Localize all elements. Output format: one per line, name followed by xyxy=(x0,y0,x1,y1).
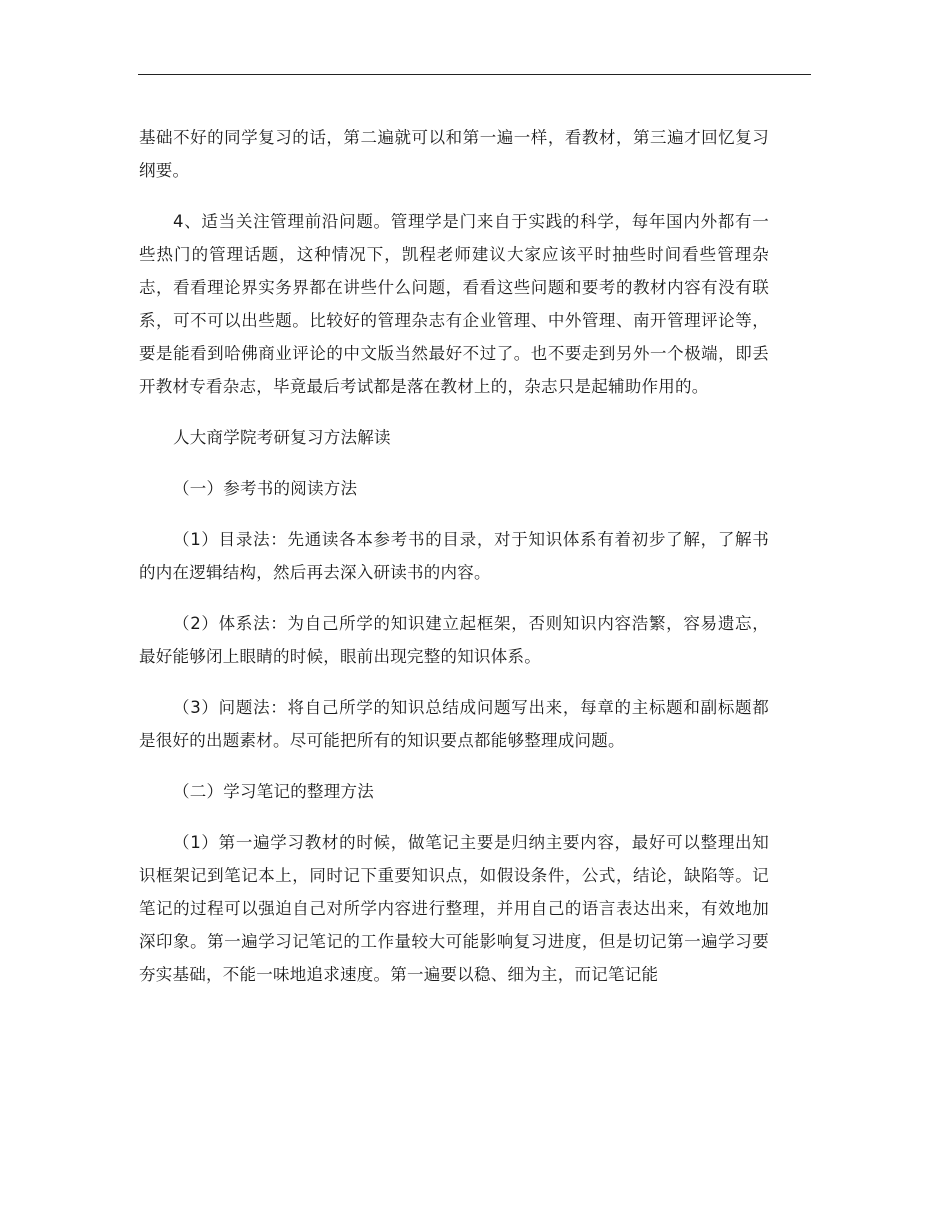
paragraph-point-4: 4、适当关注管理前沿问题。管理学是门来自于实践的科学，每年国内外都有一些热门的管理话题，这种情况下，凯程老师建议大家应该平时抽些时间看些管理杂志，看看理论界实务界都在讲些什么问题，看看这些问题和要考的教材内容有没有联系，可不可以出些题。比较好的管理杂志有企业管理、中外管理、南开管理评论等，要是能看到哈佛商业评论的中文版当然最好不过了。也不要走到另外一个极端，即丢开教材专看杂志，毕竟最后考试都是落在教材上的，杂志只是起辅助作用的。 xyxy=(139,212,769,396)
paragraph-continuation: 基础不好的同学复习的话，第二遍就可以和第一遍一样，看教材，第三遍才回忆复习纲要。 xyxy=(139,128,769,180)
section-heading: 人大商学院考研复习方法解读 xyxy=(173,428,391,447)
paragraph-method-3: （3）问题法：将自己所学的知识总结成问题写出来，每章的主标题和副标题都是很好的出题素材。尽可能把所有的知识要点都能够整理成问题。 xyxy=(139,698,769,750)
subsection-heading-2: （二）学习笔记的整理方法 xyxy=(173,782,374,801)
paragraph-method-2: （2）体系法：为自己所学的知识建立起框架，否则知识内容浩繁，容易遗忘，最好能够闭上眼睛的时候，眼前出现完整的知识体系。 xyxy=(139,614,769,666)
subsection-heading-1: （一）参考书的阅读方法 xyxy=(173,479,358,498)
document-body xyxy=(139,121,769,991)
paragraph-method-1: （1）目录法：先通读各本参考书的目录，对于知识体系有着初步了解，了解书的内在逻辑结构，然后再去深入研读书的内容。 xyxy=(139,530,769,582)
header-rule xyxy=(138,74,811,75)
paragraph-notes-1: （1）第一遍学习教材的时候，做笔记主要是归纳主要内容，最好可以整理出知识框架记到笔记本上，同时记下重要知识点，如假设条件，公式，结论，缺陷等。记笔记的过程可以强迫自己对所学内容进行整理，并用自己的语言表达出来，有效地加深印象。第一遍学习记笔记的工作量较大可能影响复习进度，但是切记第一遍学习要夯实基础，不能一味地追求速度。第一遍要以稳、细为主，而记笔记能 xyxy=(139,833,769,984)
